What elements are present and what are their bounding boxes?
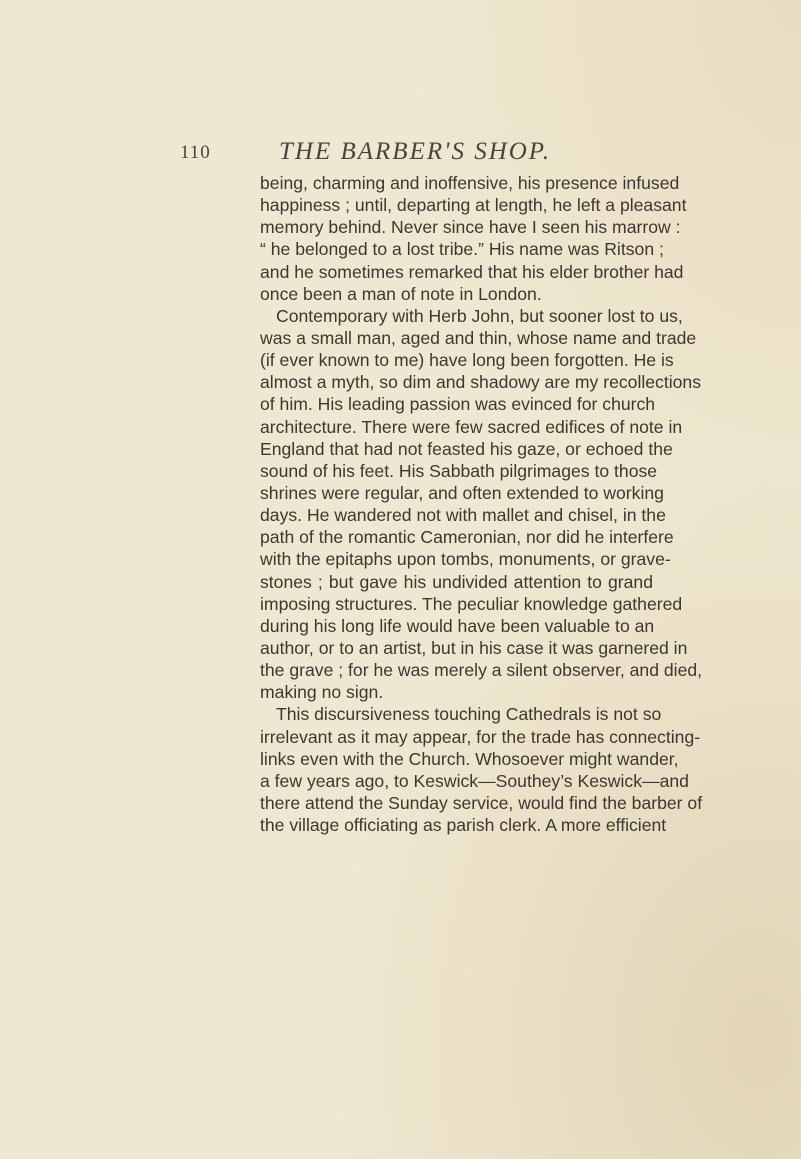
text-line: days. He wandered not with mallet and chisel, in the — [260, 505, 666, 526]
text-line: sound of his feet. His Sabbath pilgrimages to those — [260, 460, 658, 481]
text-line: during his long life would have been valuable to an — [260, 615, 655, 636]
text-line: imposing structures. The peculiar knowledge gathered — [260, 593, 683, 614]
body-text — [260, 172, 703, 836]
text-line: architecture. There were few sacred edifices of note in — [260, 416, 683, 437]
text-line: the village officiating as parish clerk. A more efficient — [260, 815, 667, 836]
text-line: being, charming and inoffensive, his presence infused — [260, 173, 680, 193]
text-line: was a small man, aged and thin, whose name and trade — [260, 327, 697, 348]
text-line: with the epitaphs upon tombs, monuments, or grave- — [260, 549, 671, 570]
text-line: path of the romantic Cameronian, nor did he interfere — [260, 527, 674, 548]
text-line: a few years ago, to Keswick—Southey’s Keswick—and — [260, 770, 689, 791]
text-line: happiness ; until, departing at length, he left a pleasant — [260, 195, 687, 216]
text-line: almost a myth, so dim and shadowy are my recollections — [260, 372, 702, 393]
running-title: THE BARBER'S SHOP. — [279, 138, 552, 165]
text-line: of him. His leading passion was evinced for church — [260, 394, 656, 415]
text-line: the grave ; for he was merely a silent observer, and died, — [260, 660, 703, 681]
text-line: (if ever known to me) have long been forgotten. He is — [260, 350, 674, 371]
text-line: making no sign. — [260, 682, 384, 703]
text-line: irrelevant as it may appear, for the trade has connecting- — [260, 726, 701, 747]
text-line: memory behind. Never since have I seen his marrow : — [260, 217, 681, 238]
running-head — [180, 138, 650, 168]
text-line: England that had not feasted his gaze, or echoed the — [260, 438, 673, 459]
text-line: stones ; but gave his undivided attention to grand — [260, 571, 653, 592]
text-line: This discursiveness touching Cathedrals is not so — [276, 704, 662, 725]
text-line: and he sometimes remarked that his elder brother had — [260, 261, 684, 282]
text-line: Contemporary with Herb John, but sooner lost to us, — [276, 305, 683, 326]
text-line: once been a man of note in London. — [260, 283, 542, 304]
text-line: shrines were regular, and often extended to working — [260, 482, 664, 503]
text-line: there attend the Sunday service, would find the barber of — [260, 792, 703, 813]
text-line: author, or to an artist, but in his case it was garnered in — [260, 637, 688, 658]
page-number: 110 — [180, 142, 211, 163]
text-line: “ he belonged to a lost tribe.” His name was Ritson ; — [260, 239, 664, 260]
text-line: links even with the Church. Whosoever might wander, — [260, 748, 679, 769]
